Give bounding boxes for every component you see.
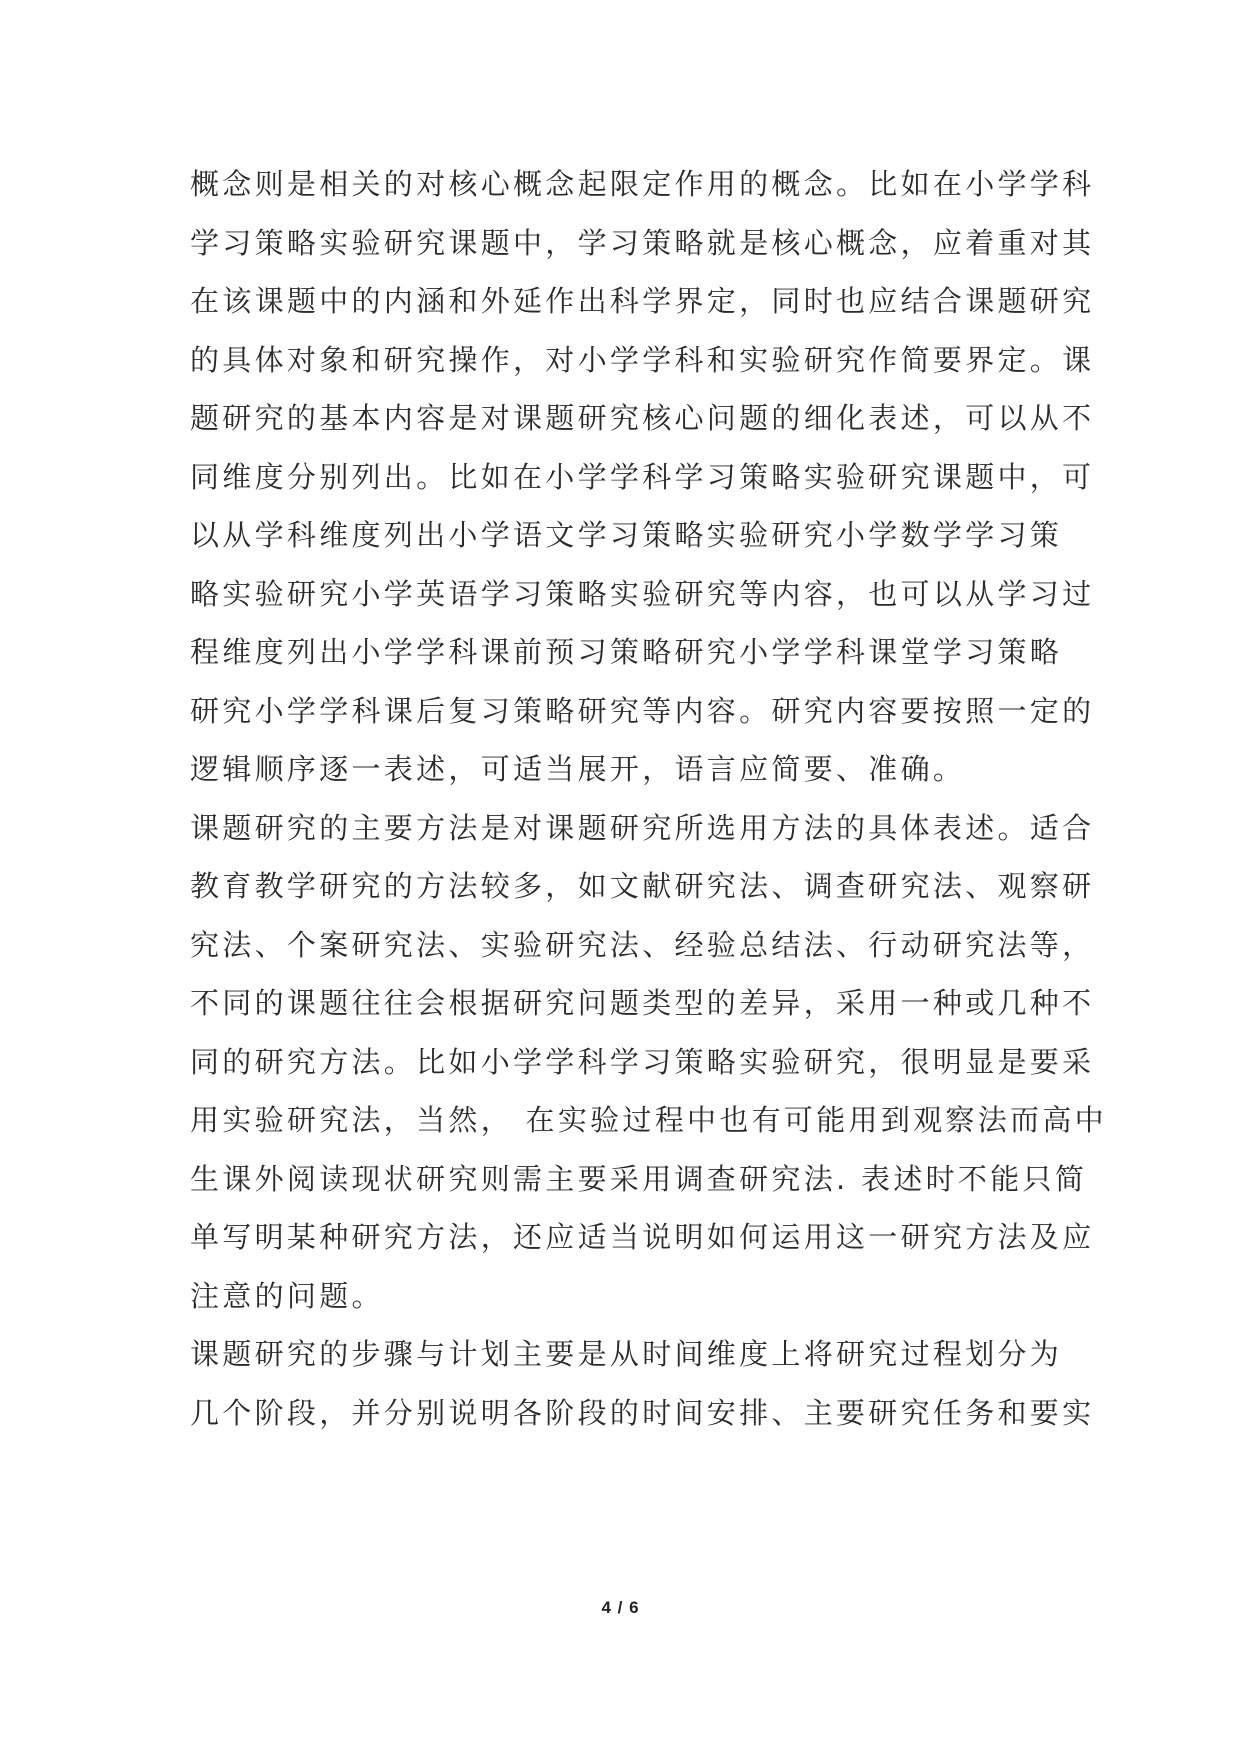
text-line: 题研究的基本内容是对课题研究核心问题的细化表述，可以从不 (190, 401, 1095, 435)
text-line: 究法、个案研究法、实验研究法、经验总结法、行动研究法等， (190, 927, 1095, 962)
text-line: 单写明某种研究方法，还应适当说明如何运用这一研究方法及应 (190, 1220, 1095, 1254)
text-line: 的具体对象和研究操作，对小学学科和实验研究作简要界定。课 (190, 342, 1095, 377)
page-number: 4 / 6 (601, 1598, 640, 1617)
text-line: 学习策略实验研究课题中，学习策略就是核心概念，应着重对其 (190, 225, 1095, 260)
paragraph-core-concepts (190, 155, 1095, 799)
paragraph-research-methods (190, 799, 1107, 1326)
text-line: 研究小学学科课后复习策略研究等内容。研究内容要按照一定的 (190, 693, 1095, 728)
text-line: 几个阶段，并分别说明各阶段的时间安排、主要研究任务和要实 (190, 1395, 1095, 1430)
text-line: 在该课题中的内涵和外延作出科学界定，同时也应结合课题研究 (190, 284, 1095, 318)
text-line: 同维度分别列出。比如在小学学科学习策略实验研究课题中，可 (190, 459, 1095, 494)
document-body (190, 155, 1107, 1442)
paragraph-research-steps (190, 1325, 1095, 1442)
text-line: 不同的课题往往会根据研究问题类型的差异，采用一种或几种不 (190, 986, 1095, 1020)
text-line: 程维度列出小学学科课前预习策略研究小学学科课堂学习策略 (190, 635, 1063, 669)
text-line: 课题研究的主要方法是对课题研究所选用方法的具体表述。适合 (190, 810, 1095, 845)
text-line: 教育教学研究的方法较多，如文献研究法、调查研究法、观察研 (190, 869, 1095, 903)
text-line: 课题研究的步骤与计划主要是从时间维度上将研究过程划分为 (190, 1337, 1063, 1371)
text-line: 逻辑顺序逐一表述，可适当展开，语言应简要、准确。 (190, 752, 966, 786)
text-line: 用实验研究法，当然， 在实验过程中也有可能用到观察法而高中 (190, 1103, 1107, 1137)
text-line: 略实验研究小学英语学习策略实验研究等内容，也可以从学习过 (190, 576, 1095, 611)
text-line: 概念则是相关的对核心概念起限定作用的概念。比如在小学学科 (190, 167, 1095, 201)
text-line: 生课外阅读现状研究则需主要采用调查研究法. 表述时不能只简 (190, 1161, 1088, 1196)
text-line: 以从学科维度列出小学语文学习策略实验研究小学数学学习策 (190, 518, 1063, 552)
text-line: 同的研究方法。比如小学学科学习策略实验研究，很明显是要采 (190, 1044, 1095, 1079)
text-line: 注意的问题。 (190, 1278, 384, 1313)
